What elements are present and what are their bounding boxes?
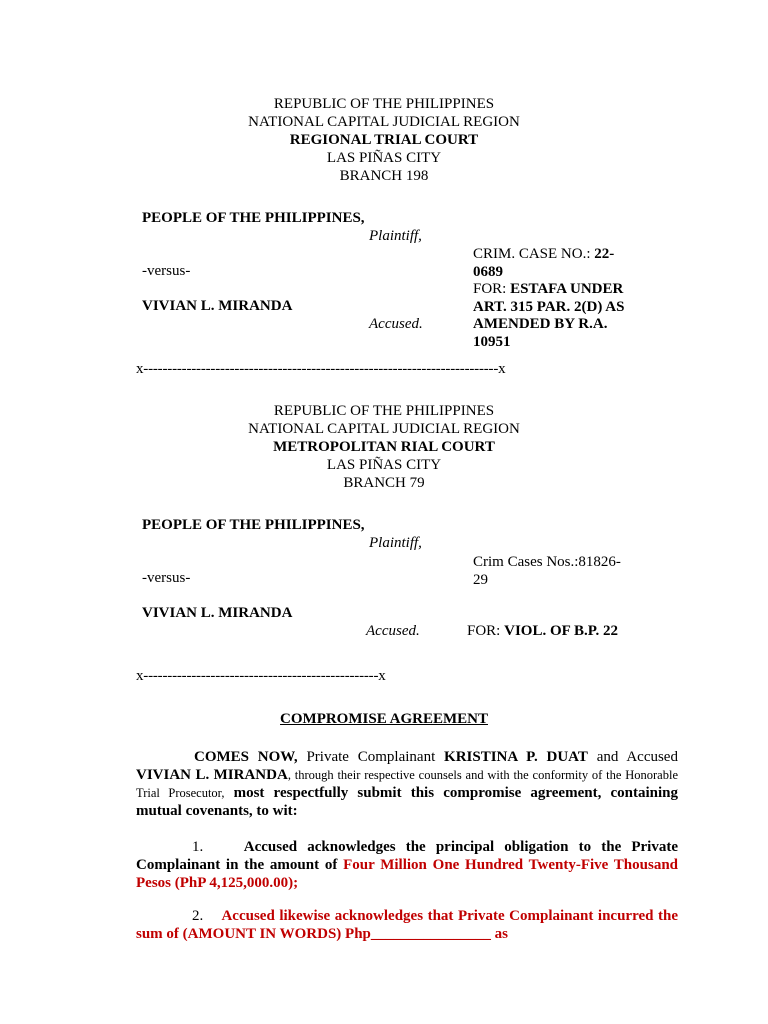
plaintiff-name: PEOPLE OF THE PHILIPPINES, <box>142 210 365 226</box>
plaintiff-name: PEOPLE OF THE PHILIPPINES, <box>142 517 365 533</box>
case-number-cont: 0689 <box>473 263 503 280</box>
offense-line: FOR: VIOL. OF B.P. 22 <box>467 623 619 639</box>
separator-line: x-------------------------------------------------x <box>136 668 386 684</box>
caption-line: REPUBLIC OF THE PHILIPPINES <box>273 96 495 112</box>
case-number-line: CRIM. CASE NO.: 22- <box>473 246 615 262</box>
caption-court-name: REGIONAL TRIAL COURT <box>289 132 479 148</box>
caption-line: NATIONAL CAPITAL JUDICIAL REGION <box>248 421 520 437</box>
caption-line: LAS PIÑAS CITY <box>326 150 442 166</box>
case-number-cont: 29 <box>473 572 488 588</box>
caption-line: BRANCH 79 <box>343 475 425 491</box>
caption-line: BRANCH 198 <box>339 168 429 184</box>
covenant-item-2: 2. Accused likewise acknowledges that Private Complainant incurred the sum of (AMOUNT IN WORDS) Php________________ as <box>136 908 679 942</box>
accused-name: VIVIAN L. MIRANDA <box>142 605 293 621</box>
offense-line: FOR: ESTAFA UNDER <box>473 281 624 298</box>
caption-line: NATIONAL CAPITAL JUDICIAL REGION <box>248 114 520 130</box>
covenant-item-1: 1. Accused acknowledges the principal obligation to the Private Complainant in the amount of Four Million One Hundred Twenty-Five Thousand Pesos (PhP 4,125,000.00); <box>136 839 679 891</box>
offense-line: AMENDED BY R.A. <box>473 316 608 333</box>
case-number-line: Crim Cases Nos.:81826- <box>473 554 621 570</box>
accused-name: VIVIAN L. MIRANDA <box>142 298 293 314</box>
versus-label: -versus- <box>142 263 191 279</box>
plaintiff-role: Plaintiff, <box>369 228 422 244</box>
court-caption-2 <box>0 402 768 492</box>
intro-paragraph: COMES NOW, Private Complainant KRISTINA P. DUAT and Accused VIVIAN L. MIRANDA, through their respective counsels and with the conformity of the Honorable Trial Prosecutor, most respectfully submit this compromise agreement, containing mutual covenants, to wit: <box>136 749 678 819</box>
plaintiff-role: Plaintiff, <box>369 535 422 551</box>
offense-line: 10951 <box>473 333 511 350</box>
case-info-2 <box>473 553 621 589</box>
separator-line: x--------------------------------------------------------------------------x <box>136 361 506 377</box>
caption-court-name: METROPOLITAN RIAL COURT <box>273 439 495 455</box>
agreement-title: COMPROMISE AGREEMENT <box>280 711 488 727</box>
accused-role: Accused. <box>369 316 423 332</box>
court-caption-1 <box>0 95 768 185</box>
versus-label: -versus- <box>142 570 191 586</box>
caption-line: LAS PIÑAS CITY <box>326 457 442 473</box>
case-info-1 <box>473 246 673 352</box>
caption-line: REPUBLIC OF THE PHILIPPINES <box>273 403 495 419</box>
accused-role: Accused. <box>366 623 420 639</box>
offense-line: ART. 315 PAR. 2(D) AS <box>473 298 625 315</box>
